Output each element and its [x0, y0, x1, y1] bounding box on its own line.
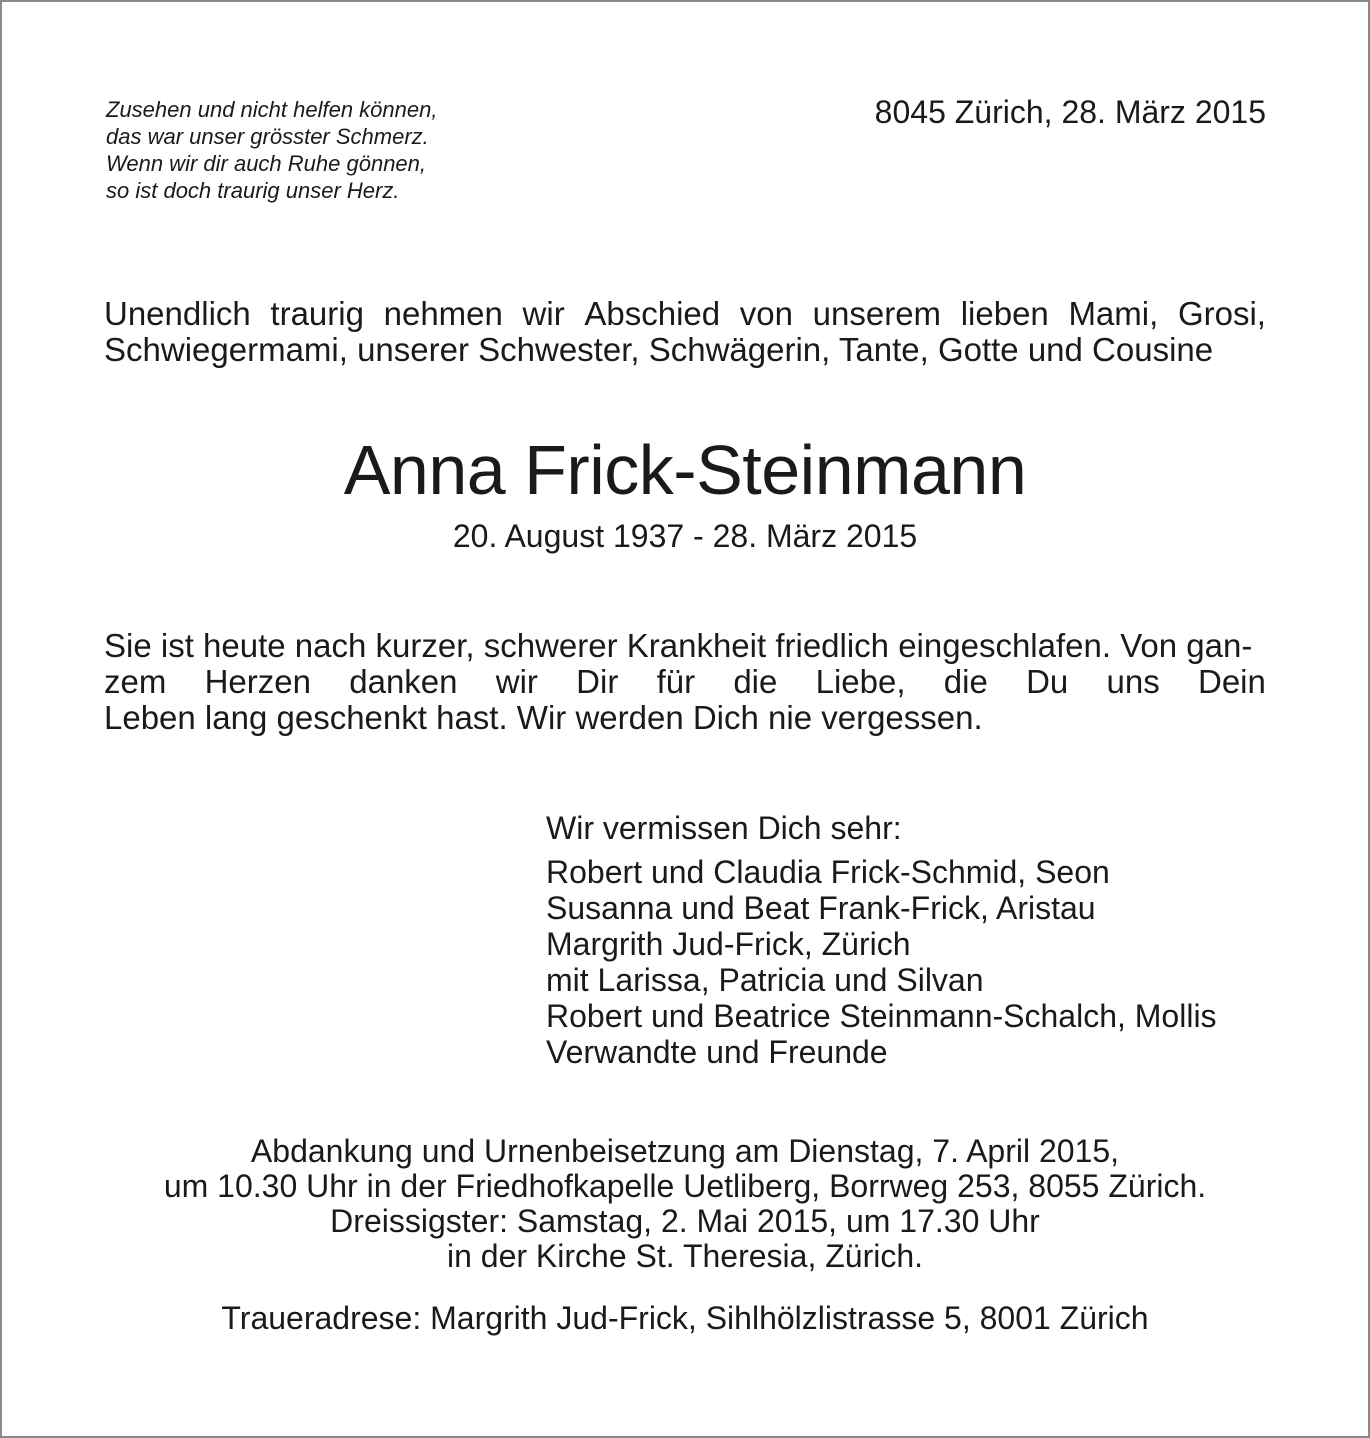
message-word: für: [656, 663, 696, 700]
message-word: Dein: [1198, 663, 1266, 700]
message-line-3: Leben lang geschenkt hast. Wir werden Dich nie vergessen.: [104, 699, 983, 736]
message-word: Du: [1026, 663, 1069, 700]
mourning-address: Traueradrese: Margrith Jud-Frick, Sihlhölzlistrasse 5, 8001 Zürich: [221, 1300, 1149, 1336]
place-and-date: 8045 Zürich, 28. März 2015: [874, 94, 1266, 130]
intro-line-2: Schwiegermami, unserer Schwester, Schwägerin, Tante, Gotte und Cousine: [104, 331, 1214, 368]
mourner-entry: Margrith Jud-Frick, Zürich: [546, 926, 911, 962]
intro-line-1: [104, 296, 1266, 332]
farewell-message: [104, 628, 1266, 736]
message-word: zem: [104, 663, 167, 700]
mourner-entry: Verwandte und Freunde: [546, 1034, 888, 1070]
message-word: uns: [1106, 663, 1160, 700]
message-word: Dir: [576, 663, 619, 700]
quote-line: Wenn wir dir auch Ruhe gönnen,: [106, 151, 427, 176]
intro-word: Mami,: [1068, 295, 1159, 332]
deceased-name: Anna Frick-Steinmann: [343, 431, 1027, 509]
intro-word: Abschied: [584, 295, 721, 332]
mourners-list: [546, 810, 1217, 1070]
message-word: Liebe,: [815, 663, 906, 700]
quote-line: so ist doch traurig unser Herz.: [106, 178, 400, 203]
life-dates: 20. August 1937 - 28. März 2015: [452, 518, 918, 554]
service-line: Abdankung und Urnenbeisetzung am Dienstag, 7. April 2015,: [250, 1133, 1120, 1169]
mourner-entry: Susanna und Beat Frank-Frick, Aristau: [546, 890, 1096, 926]
intro-word: Unendlich: [104, 295, 251, 332]
message-line-2: [104, 664, 1266, 700]
mourners-heading: Wir vermissen Dich sehr:: [546, 810, 902, 846]
message-word: die: [943, 663, 988, 700]
message-line-1: Sie ist heute nach kurzer, schwerer Krankheit friedlich eingeschlafen. Von gan-: [104, 627, 1253, 664]
intro-word: traurig: [270, 295, 364, 332]
service-line: um 10.30 Uhr in der Friedhofkapelle Uetliberg, Borrweg 253, 8055 Zürich.: [163, 1168, 1207, 1204]
intro-word: nehmen: [383, 295, 503, 332]
intro-word: Grosi,: [1177, 295, 1266, 332]
service-details: [0, 1134, 1370, 1274]
intro-word: lieben: [960, 295, 1049, 332]
memorial-quote: [106, 96, 437, 204]
message-word: Herzen: [204, 663, 311, 700]
intro-word: unserem: [812, 295, 942, 332]
intro-word: wir: [522, 295, 565, 332]
mourner-entry: mit Larissa, Patricia und Silvan: [546, 962, 984, 998]
message-word: wir: [495, 663, 538, 700]
service-line: in der Kirche St. Theresia, Zürich.: [446, 1238, 924, 1274]
intro-word: von: [739, 295, 793, 332]
mourner-entry: Robert und Claudia Frick-Schmid, Seon: [546, 854, 1110, 890]
mourner-entry: Robert und Beatrice Steinmann-Schalch, Mollis: [546, 998, 1217, 1034]
message-word: danken: [349, 663, 458, 700]
quote-line: das war unser grösster Schmerz.: [106, 124, 429, 149]
intro-text: [104, 296, 1266, 368]
message-word: die: [733, 663, 778, 700]
service-line: Dreissigster: Samstag, 2. Mai 2015, um 17.30 Uhr: [330, 1203, 1040, 1239]
quote-line: Zusehen und nicht helfen können,: [106, 97, 438, 122]
